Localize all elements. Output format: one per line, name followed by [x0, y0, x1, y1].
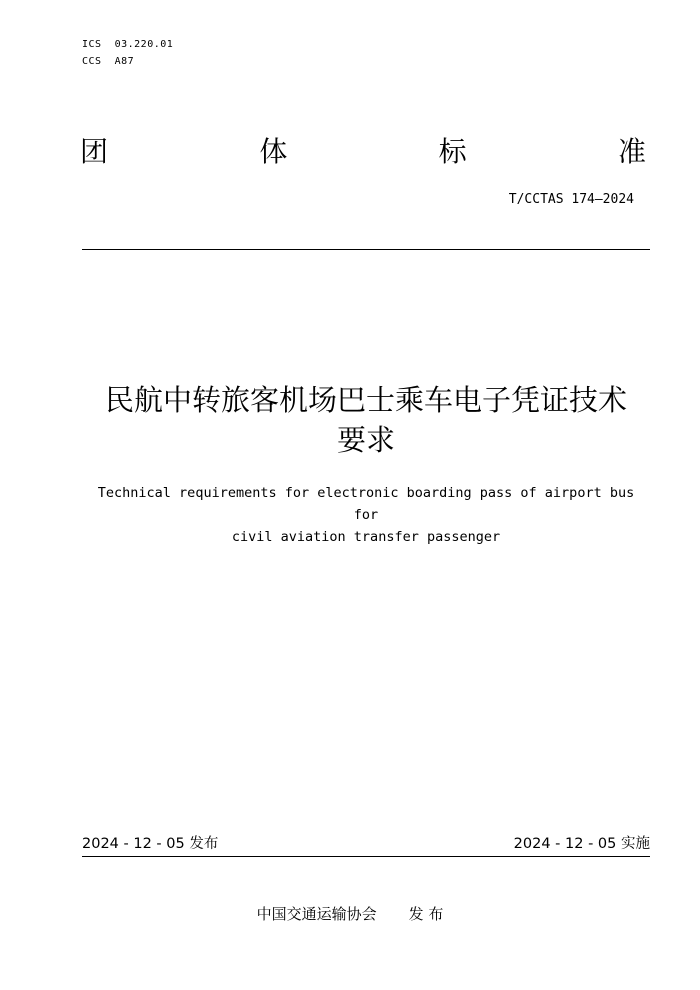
- standard-type-char: 标: [438, 135, 467, 168]
- title-en-line-2: civil aviation transfer passenger: [231, 529, 501, 545]
- issue-date: 2024 - 12 - 05 发布: [82, 836, 219, 852]
- top-divider: [82, 249, 650, 250]
- implementation-date: 2024 - 12 - 05 实施: [513, 836, 650, 852]
- standard-type-char: 团: [80, 135, 109, 168]
- title-en-line-1: Technical requirements for electronic boarding pass of airport bus for: [97, 485, 635, 523]
- publisher-name: 中国交通运输协会: [256, 905, 377, 923]
- standard-type-char: 体: [259, 135, 288, 168]
- standard-number: T/CCTAS 174—2024: [508, 192, 634, 207]
- date-row: [82, 834, 650, 854]
- document-title-chinese: [82, 380, 650, 460]
- title-zh-line-1: 民航中转旅客机场巴士乘车电子凭证技术: [104, 383, 627, 417]
- standard-type-char: 准: [617, 135, 646, 168]
- document-title-english: [82, 482, 650, 548]
- bottom-divider: [82, 856, 650, 857]
- classification-codes: [82, 36, 173, 70]
- ics-code: ICS 03.220.01: [82, 39, 174, 50]
- title-zh-line-2: 要求: [336, 423, 395, 457]
- publish-label: 发 布: [408, 905, 444, 923]
- ccs-code: CCS A87: [82, 56, 135, 67]
- publisher-line: [0, 904, 700, 924]
- standard-type-heading: [80, 134, 646, 170]
